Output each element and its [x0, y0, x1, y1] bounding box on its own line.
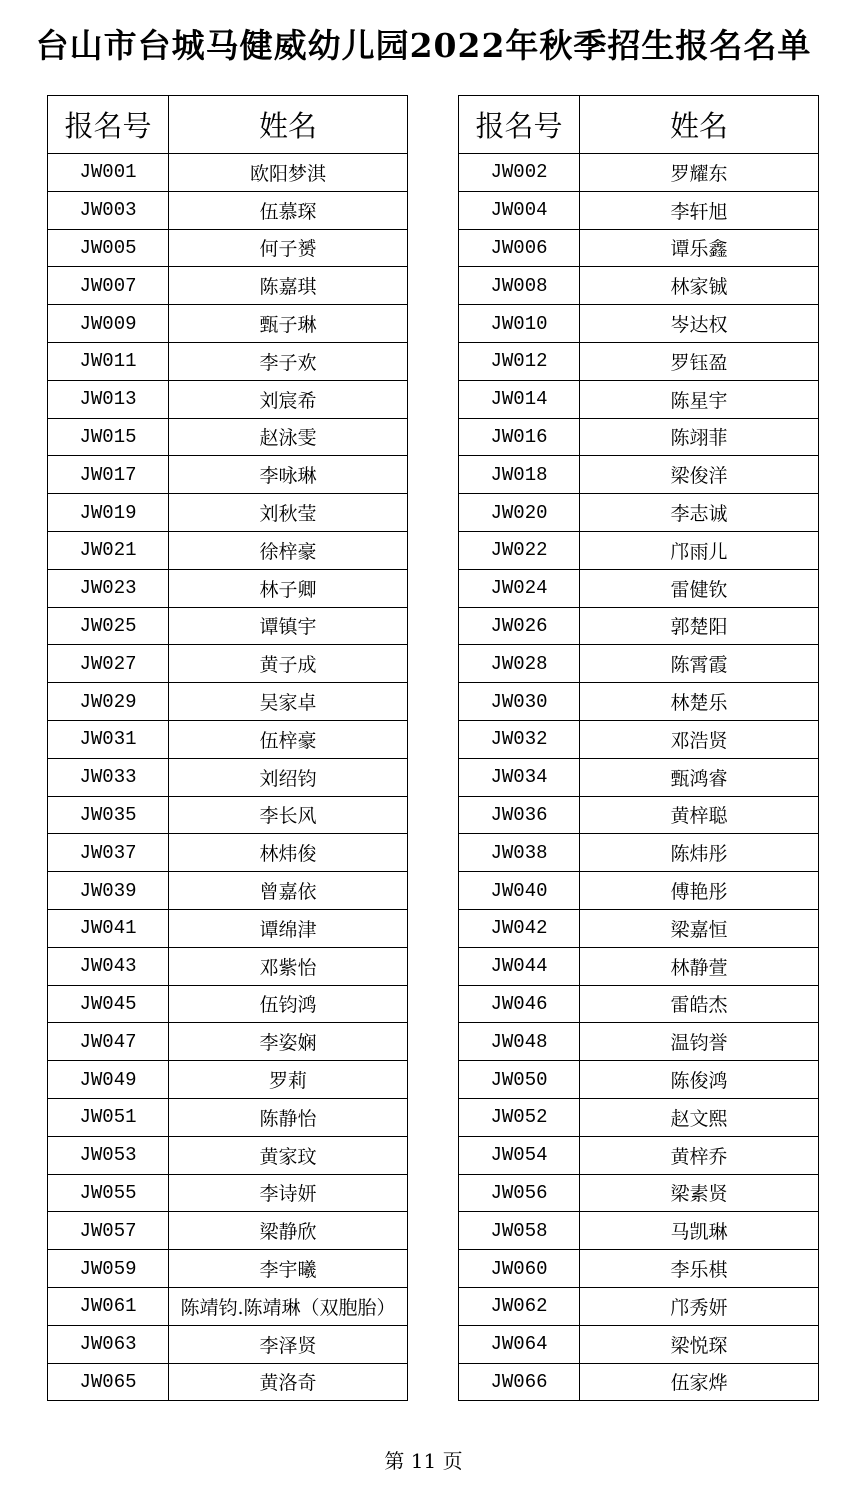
- table-row: [48, 1287, 408, 1325]
- table-row: [459, 947, 819, 985]
- table-row: [459, 494, 819, 532]
- student-name: 雷健钦: [580, 569, 819, 607]
- student-name: 李志诚: [580, 494, 819, 532]
- student-name: 甄鸿睿: [580, 758, 819, 796]
- table-row: [459, 872, 819, 910]
- registration-number: JW038: [459, 834, 580, 872]
- student-name: 何子赟: [169, 229, 408, 267]
- registration-number: JW023: [48, 569, 169, 607]
- registration-number: JW037: [48, 834, 169, 872]
- registration-number: JW021: [48, 531, 169, 569]
- student-name: 罗钰盈: [580, 342, 819, 380]
- registration-number: JW044: [459, 947, 580, 985]
- table-row: [48, 909, 408, 947]
- registration-number: JW001: [48, 154, 169, 192]
- table-row: [459, 1325, 819, 1363]
- table-row: [459, 229, 819, 267]
- table-row: [459, 796, 819, 834]
- table-row: [459, 607, 819, 645]
- student-name: 刘秋莹: [169, 494, 408, 532]
- table-row: [459, 1023, 819, 1061]
- student-name: 陈星宇: [580, 380, 819, 418]
- table-row: [459, 909, 819, 947]
- student-name: 徐梓豪: [169, 531, 408, 569]
- student-name: 陈炜彤: [580, 834, 819, 872]
- student-name: 李诗妍: [169, 1174, 408, 1212]
- student-name: 黄梓聪: [580, 796, 819, 834]
- registration-number: JW015: [48, 418, 169, 456]
- registration-number: JW046: [459, 985, 580, 1023]
- document-title: 台山市台城马健威幼儿园2022年秋季招生报名名单: [35, 26, 812, 65]
- registration-number: JW052: [459, 1098, 580, 1136]
- registration-number: JW035: [48, 796, 169, 834]
- student-name: 陈翊菲: [580, 418, 819, 456]
- registration-number: JW051: [48, 1098, 169, 1136]
- registration-number: JW002: [459, 154, 580, 192]
- student-name: 梁静欣: [169, 1212, 408, 1250]
- registration-number: JW031: [48, 720, 169, 758]
- registration-number: JW026: [459, 607, 580, 645]
- registration-number: JW005: [48, 229, 169, 267]
- table-row: [48, 645, 408, 683]
- table-row: [48, 1363, 408, 1401]
- student-name: 马凯琳: [580, 1212, 819, 1250]
- registration-number: JW065: [48, 1363, 169, 1401]
- registration-number: JW045: [48, 985, 169, 1023]
- student-name: 陈嘉琪: [169, 267, 408, 305]
- student-name: 刘宸希: [169, 380, 408, 418]
- registration-number: JW040: [459, 872, 580, 910]
- table-row: [48, 380, 408, 418]
- table-row: [459, 305, 819, 343]
- table-row: [48, 569, 408, 607]
- header-name: 姓名: [580, 96, 819, 154]
- student-name: 梁素贤: [580, 1174, 819, 1212]
- table-row: [48, 531, 408, 569]
- header-name: 姓名: [169, 96, 408, 154]
- table-row: [48, 1325, 408, 1363]
- registration-number: JW034: [459, 758, 580, 796]
- registration-number: JW028: [459, 645, 580, 683]
- registration-number: JW013: [48, 380, 169, 418]
- registration-number: JW027: [48, 645, 169, 683]
- registration-number: JW041: [48, 909, 169, 947]
- table-row: [459, 645, 819, 683]
- student-name: 雷皓杰: [580, 985, 819, 1023]
- registration-number: JW036: [459, 796, 580, 834]
- student-name: 吴家卓: [169, 683, 408, 721]
- student-name: 甄子琳: [169, 305, 408, 343]
- student-name: 梁嘉恒: [580, 909, 819, 947]
- student-name: 陈俊鸿: [580, 1061, 819, 1099]
- table-row: [48, 720, 408, 758]
- registration-number: JW010: [459, 305, 580, 343]
- registration-number: JW049: [48, 1061, 169, 1099]
- table-row: [48, 834, 408, 872]
- registration-number: JW059: [48, 1250, 169, 1288]
- table-row: [459, 720, 819, 758]
- student-name: 黄梓乔: [580, 1136, 819, 1174]
- student-name: 郭楚阳: [580, 607, 819, 645]
- table-row: [459, 985, 819, 1023]
- table-row: [48, 191, 408, 229]
- registration-number: JW022: [459, 531, 580, 569]
- student-name: 邓浩贤: [580, 720, 819, 758]
- registration-number: JW033: [48, 758, 169, 796]
- student-name: 陈霄霞: [580, 645, 819, 683]
- registration-number: JW029: [48, 683, 169, 721]
- table-row: [48, 683, 408, 721]
- registration-number: JW025: [48, 607, 169, 645]
- table-row: [459, 569, 819, 607]
- table-row: [48, 342, 408, 380]
- registration-number: JW062: [459, 1287, 580, 1325]
- table-row: [48, 267, 408, 305]
- table-row: [459, 191, 819, 229]
- student-name: 谭镇宇: [169, 607, 408, 645]
- student-name: 欧阳梦淇: [169, 154, 408, 192]
- table-row: [48, 1136, 408, 1174]
- student-name: 伍钧鸿: [169, 985, 408, 1023]
- table-row: [48, 607, 408, 645]
- student-name: 林家铖: [580, 267, 819, 305]
- student-name: 李长风: [169, 796, 408, 834]
- table-row: [459, 531, 819, 569]
- table-row: [48, 1023, 408, 1061]
- registration-number: JW017: [48, 456, 169, 494]
- student-name: 邝秀妍: [580, 1287, 819, 1325]
- student-name: 伍梓豪: [169, 720, 408, 758]
- table-row: [48, 305, 408, 343]
- registration-number: JW057: [48, 1212, 169, 1250]
- registration-number: JW061: [48, 1287, 169, 1325]
- student-name: 罗莉: [169, 1061, 408, 1099]
- student-name: 赵文熙: [580, 1098, 819, 1136]
- registration-number: JW063: [48, 1325, 169, 1363]
- registration-number: JW014: [459, 380, 580, 418]
- table-row: [48, 1098, 408, 1136]
- header-row: [459, 96, 819, 154]
- registration-number: JW047: [48, 1023, 169, 1061]
- header-number: 报名号: [48, 96, 169, 154]
- table-row: [48, 985, 408, 1023]
- registration-number: JW030: [459, 683, 580, 721]
- student-name: 温钧誉: [580, 1023, 819, 1061]
- table-row: [459, 267, 819, 305]
- table-row: [459, 418, 819, 456]
- table-row: [459, 1174, 819, 1212]
- table-row: [48, 1250, 408, 1288]
- student-name: 梁悦琛: [580, 1325, 819, 1363]
- registration-number: JW009: [48, 305, 169, 343]
- student-name: 林静萱: [580, 947, 819, 985]
- registration-number: JW066: [459, 1363, 580, 1401]
- student-name: 黄洛奇: [169, 1363, 408, 1401]
- table-row: [48, 1174, 408, 1212]
- table-row: [459, 380, 819, 418]
- table-row: [459, 1250, 819, 1288]
- registration-number: JW032: [459, 720, 580, 758]
- student-name: 李姿娴: [169, 1023, 408, 1061]
- student-name: 李宇曦: [169, 1250, 408, 1288]
- registration-number: JW007: [48, 267, 169, 305]
- student-name: 林楚乐: [580, 683, 819, 721]
- student-name: 梁俊洋: [580, 456, 819, 494]
- header-number: 报名号: [459, 96, 580, 154]
- table-row: [48, 494, 408, 532]
- table-row: [48, 1212, 408, 1250]
- table-row: [459, 1098, 819, 1136]
- table-row: [48, 456, 408, 494]
- registration-number: JW064: [459, 1325, 580, 1363]
- registration-number: JW018: [459, 456, 580, 494]
- table-row: [459, 154, 819, 192]
- table-row: [459, 342, 819, 380]
- registration-number: JW053: [48, 1136, 169, 1174]
- table-row: [48, 947, 408, 985]
- table-row: [48, 872, 408, 910]
- registration-number: JW020: [459, 494, 580, 532]
- registration-number: JW006: [459, 229, 580, 267]
- student-name: 李乐棋: [580, 1250, 819, 1288]
- registration-number: JW004: [459, 191, 580, 229]
- student-name: 刘绍钧: [169, 758, 408, 796]
- table-row: [459, 758, 819, 796]
- table-row: [459, 1287, 819, 1325]
- registration-number: JW060: [459, 1250, 580, 1288]
- roster-table-left: [47, 95, 408, 1401]
- registration-number: JW003: [48, 191, 169, 229]
- table-row: [459, 456, 819, 494]
- student-name: 陈静怡: [169, 1098, 408, 1136]
- registration-number: JW043: [48, 947, 169, 985]
- student-name: 陈靖钧.陈靖琳（双胞胎）: [169, 1287, 408, 1325]
- registration-number: JW008: [459, 267, 580, 305]
- student-name: 岑达权: [580, 305, 819, 343]
- table-row: [459, 1061, 819, 1099]
- registration-number: JW012: [459, 342, 580, 380]
- registration-number: JW050: [459, 1061, 580, 1099]
- table-row: [48, 229, 408, 267]
- table-row: [48, 418, 408, 456]
- registration-number: JW016: [459, 418, 580, 456]
- registration-number: JW019: [48, 494, 169, 532]
- table-row: [48, 154, 408, 192]
- registration-number: JW056: [459, 1174, 580, 1212]
- student-name: 谭绵津: [169, 909, 408, 947]
- table-row: [48, 796, 408, 834]
- registration-number: JW054: [459, 1136, 580, 1174]
- registration-number: JW024: [459, 569, 580, 607]
- table-row: [459, 1363, 819, 1401]
- student-name: 李子欢: [169, 342, 408, 380]
- student-name: 李轩旭: [580, 191, 819, 229]
- registration-number: JW011: [48, 342, 169, 380]
- student-name: 伍慕琛: [169, 191, 408, 229]
- table-row: [459, 683, 819, 721]
- table-row: [459, 1136, 819, 1174]
- student-name: 林子卿: [169, 569, 408, 607]
- registration-number: JW042: [459, 909, 580, 947]
- student-name: 邝雨儿: [580, 531, 819, 569]
- student-name: 李咏琳: [169, 456, 408, 494]
- table-row: [459, 834, 819, 872]
- student-name: 罗耀东: [580, 154, 819, 192]
- student-name: 林炜俊: [169, 834, 408, 872]
- student-name: 赵泳雯: [169, 418, 408, 456]
- page-number: 第 11 页: [384, 1449, 463, 1473]
- table-row: [48, 1061, 408, 1099]
- student-name: 曾嘉依: [169, 872, 408, 910]
- student-name: 伍家烨: [580, 1363, 819, 1401]
- registration-number: JW058: [459, 1212, 580, 1250]
- registration-number: JW048: [459, 1023, 580, 1061]
- student-name: 邓紫怡: [169, 947, 408, 985]
- table-row: [459, 1212, 819, 1250]
- student-name: 李泽贤: [169, 1325, 408, 1363]
- roster-table-right: [458, 95, 819, 1401]
- registration-number: JW039: [48, 872, 169, 910]
- header-row: [48, 96, 408, 154]
- table-row: [48, 758, 408, 796]
- student-name: 谭乐鑫: [580, 229, 819, 267]
- student-name: 傅艳彤: [580, 872, 819, 910]
- student-name: 黄家玟: [169, 1136, 408, 1174]
- student-name: 黄子成: [169, 645, 408, 683]
- registration-number: JW055: [48, 1174, 169, 1212]
